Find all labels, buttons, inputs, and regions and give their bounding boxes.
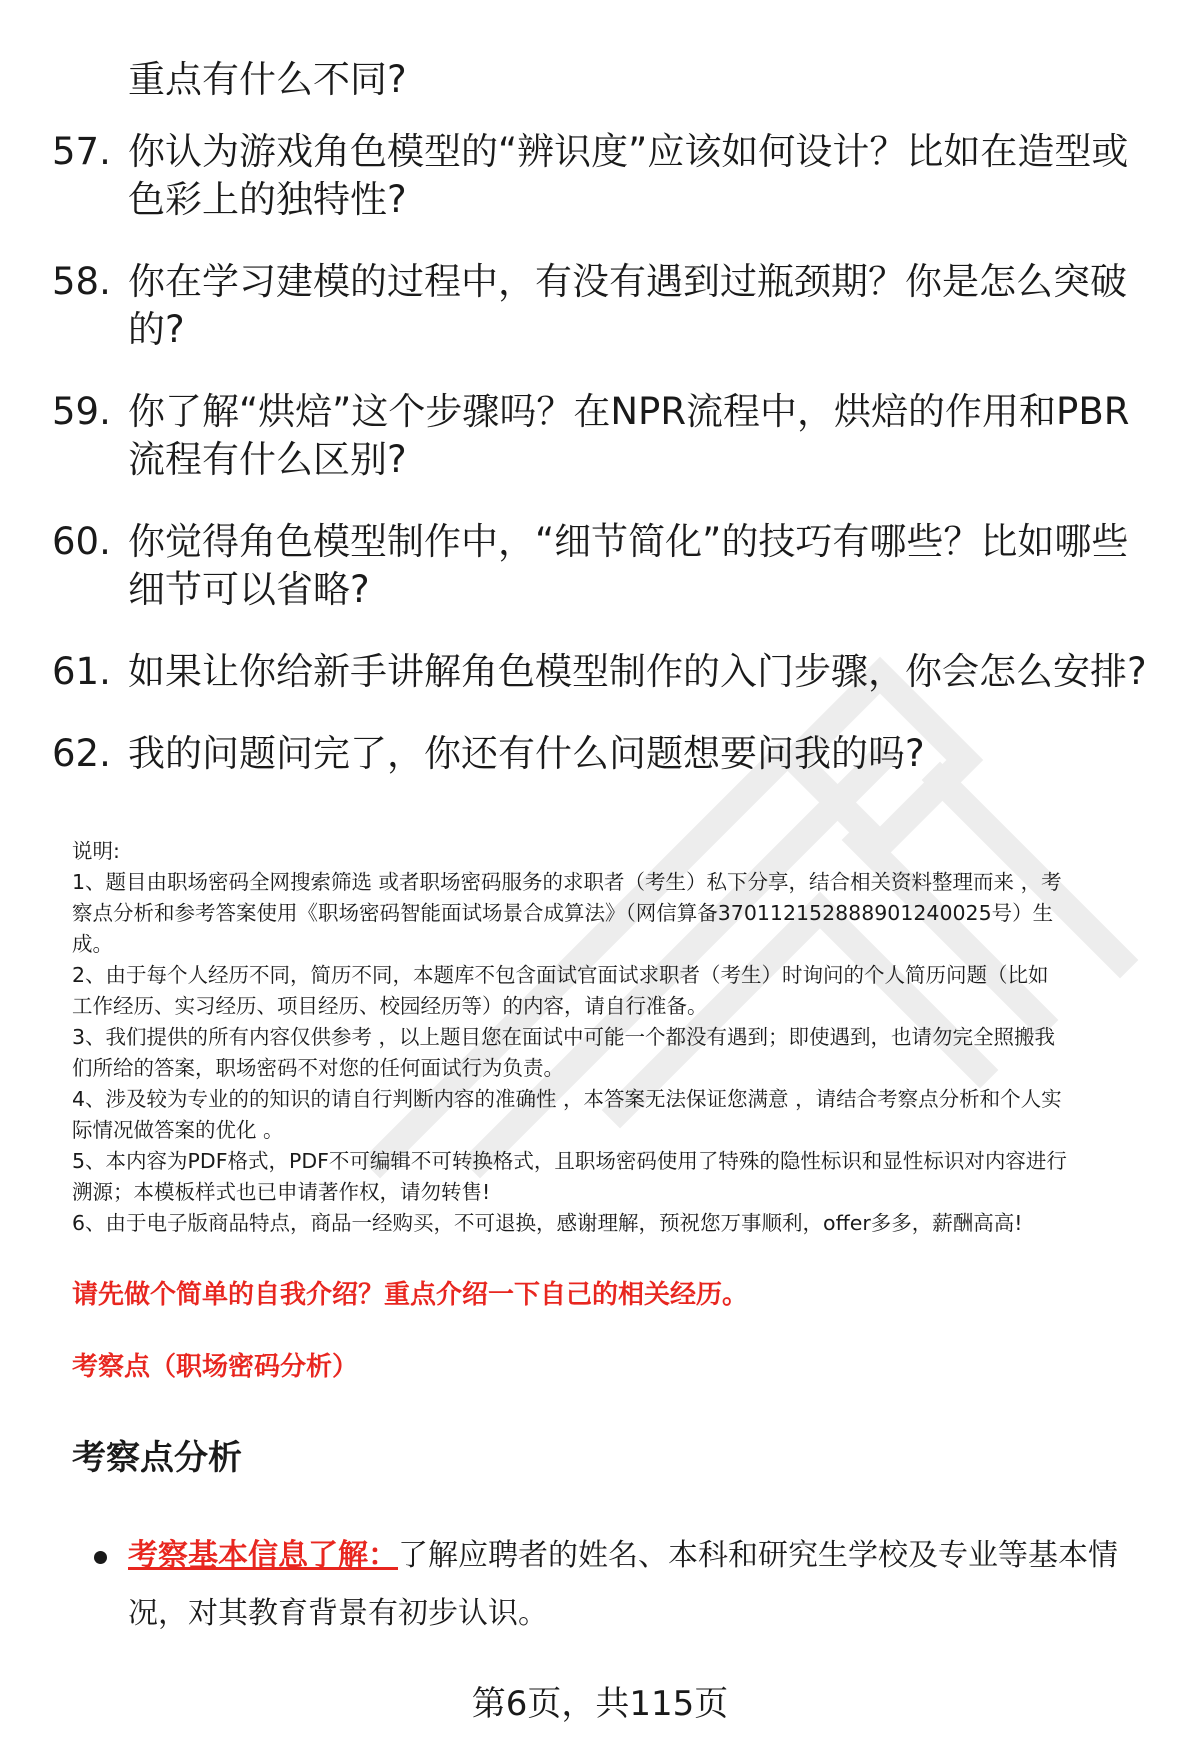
notes-title: 说明: (72, 839, 120, 863)
question-number: 58. (52, 260, 111, 303)
note-item: 5、本内容为PDF格式，PDF不可编辑不可转换格式，且职场密码使用了特殊的隐性标识和显性标识对内容进行 溯源；本模板样式也已申请著作权，请勿转售! (72, 1149, 1067, 1204)
note-item: 4、涉及较为专业的的知识的请自行判断内容的准确性 ，本答案无法保证您满意 ，请结合考察点分析和个人实 际情况做答案的优化 。 (72, 1087, 1062, 1142)
intro-question: 请先做个简单的自我介绍？重点介绍一下自己的相关经历。 (72, 1280, 749, 1310)
note-item: 1、题目由职场密码全网搜索筛选 或者职场密码服务的求职者（考生）私下分享，结合相关资料整理而来 ，考 察点分析和参考答案使用《职场密码智能面试场景合成算法》（网信算备370112152888901240025号）生 成。 (72, 870, 1062, 956)
question-number: 61. (52, 650, 111, 693)
bullet-dot-icon (94, 1551, 107, 1564)
bullet-body (128, 1527, 1158, 1643)
exam-point-title: 考察点（职场密码分析） (72, 1352, 359, 1382)
bullet-label: 考察基本信息了解： (128, 1538, 398, 1573)
question-text: 你在学习建模的过程中，有没有遇到过瓶颈期？你是怎么突破 的? (128, 260, 1127, 351)
bullet-text: 了解应聘者的姓名、本科和研究生学校及专业等基本情 况，对其教育背景有初步认识。 (128, 1538, 1118, 1631)
question-text: 你觉得角色模型制作中，“细节简化”的技巧有哪些？比如哪些 细节可以省略? (128, 520, 1129, 611)
note-item: 3、我们提供的所有内容仅供参考 ，以上题目您在面试中可能一个都没有遇到；即使遇到，也请勿完全照搬我 们所给的答案，职场密码不对您的任何面试行为负责。 (72, 1025, 1056, 1080)
notes-block (72, 836, 1162, 1239)
question-text: 你认为游戏角色模型的“辨识度”应该如何设计？比如在造型或 色彩上的独特性? (128, 130, 1129, 221)
question-number: 57. (52, 130, 111, 173)
question-text: 如果让你给新手讲解角色模型制作的入门步骤，你会怎么安排? (128, 650, 1147, 693)
question-number: 62. (52, 732, 111, 775)
note-item: 2、由于每个人经历不同，简历不同，本题库不包含面试官面试求职者（考生）时询问的个人简历问题（比如 工作经历、实习经历、项目经历、校园经历等）的内容，请自行准备。 (72, 963, 1049, 1018)
question-text: 你了解“烘焙”这个步骤吗？在NPR流程中，烘焙的作用和PBR 流程有什么区别? (128, 390, 1130, 481)
analysis-heading: 考察点分析 (72, 1438, 242, 1478)
question-text: 我的问题问完了，你还有什么问题想要问我的吗? (128, 732, 925, 775)
question-number: 59. (52, 390, 111, 433)
question-number: 60. (52, 520, 111, 563)
page-footer: 第6页，共115页 (471, 1684, 729, 1724)
note-item: 6、由于电子版商品特点，商品一经购买，不可退换，感谢理解，预祝您万事顺利，offer多多，薪酬高高! (72, 1211, 1023, 1235)
question-text: 重点有什么不同? (128, 58, 407, 101)
